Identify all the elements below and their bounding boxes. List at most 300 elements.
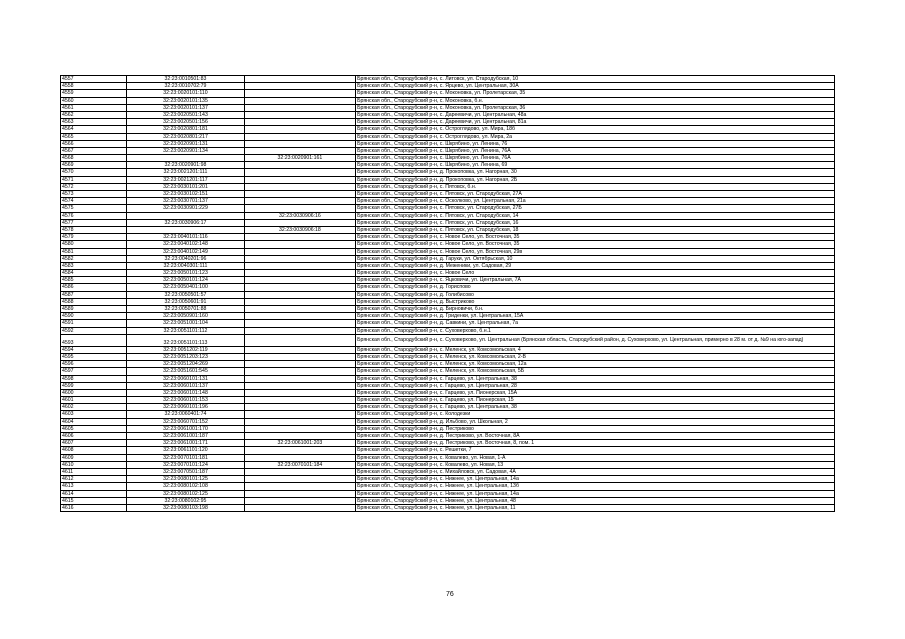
table-row xyxy=(61,454,835,461)
row-number-cell: 4578 xyxy=(61,226,127,233)
row-number-cell: 4564 xyxy=(61,126,127,133)
linked-cadastral-number-cell xyxy=(244,191,355,198)
linked-cadastral-number-cell xyxy=(244,334,355,346)
cadastral-number-cell: 32:23:0051101:113 xyxy=(127,334,244,346)
cadastral-number-cell: 32:23:0040101:116 xyxy=(127,234,244,241)
table-row xyxy=(61,104,835,111)
row-number-cell: 4615 xyxy=(61,497,127,504)
row-number-cell: 4606 xyxy=(61,433,127,440)
address-cell: Брянская обл., Стародубский р-н, с. Нижнее, ул. Центральная, 14а xyxy=(356,476,835,483)
row-number-cell: 4600 xyxy=(61,389,127,396)
row-number-cell: 4560 xyxy=(61,97,127,104)
row-number-cell: 4559 xyxy=(61,90,127,97)
address-cell: Брянская обл., Стародубский р-н, д. Меженики, ул. Садовая, 29 xyxy=(356,262,835,269)
cadastral-number-cell: 32:23:0020801:181 xyxy=(127,126,244,133)
table-row xyxy=(61,440,835,447)
cadastral-number-cell: 32:23:0051001:104 xyxy=(127,320,244,327)
linked-cadastral-number-cell: 32:23:0061001:203 xyxy=(244,440,355,447)
cadastral-number-cell: 32:23:0040301:111 xyxy=(127,262,244,269)
cadastral-number-cell: 32:23:0070101:124 xyxy=(127,461,244,468)
cadastral-number-cell xyxy=(127,155,244,162)
address-cell: Брянская обл., Стародубский р-н, с. Суховерхово, ул. Центральная (Брянская область, Стародубский район, д. Суховерхово, ул. Центральная, примерно в 28 м. от д. №9 на юго-запад) xyxy=(356,334,835,346)
table-row xyxy=(61,433,835,440)
address-cell: Брянская обл., Стародубский р-н, с. Новое Село, ул. Восточная, 35 xyxy=(356,241,835,248)
table-row xyxy=(61,298,835,305)
cadastral-number-cell: 32:23:0051203:123 xyxy=(127,353,244,360)
row-number-cell: 4587 xyxy=(61,291,127,298)
linked-cadastral-number-cell xyxy=(244,327,355,334)
linked-cadastral-number-cell xyxy=(244,418,355,425)
row-number-cell: 4616 xyxy=(61,504,127,511)
linked-cadastral-number-cell: 32:23:0020901:161 xyxy=(244,155,355,162)
cadastral-number-cell: 32:23:0020101:135 xyxy=(127,97,244,104)
cadastral-number-cell: 32:23:0070501:187 xyxy=(127,468,244,475)
row-number-cell: 4611 xyxy=(61,468,127,475)
table-row xyxy=(61,234,835,241)
linked-cadastral-number-cell xyxy=(244,219,355,226)
cadastral-number-cell: 32:23:0040201:96 xyxy=(127,255,244,262)
address-cell: Брянская обл., Стародубский р-н, с. Меленск, ул. Комсомольская, 12а xyxy=(356,361,835,368)
row-number-cell: 4595 xyxy=(61,353,127,360)
linked-cadastral-number-cell xyxy=(244,483,355,490)
linked-cadastral-number-cell xyxy=(244,454,355,461)
address-cell: Брянская обл., Стародубский р-н, д. Гориспово xyxy=(356,284,835,291)
linked-cadastral-number-cell xyxy=(244,133,355,140)
address-cell: Брянская обл., Стародубский р-н, с. Шкрябино, ул. Ленина, 76А xyxy=(356,147,835,154)
row-number-cell: 4609 xyxy=(61,454,127,461)
linked-cadastral-number-cell xyxy=(244,447,355,454)
linked-cadastral-number-cell xyxy=(244,497,355,504)
row-number-cell: 4590 xyxy=(61,313,127,320)
row-number-cell: 4577 xyxy=(61,219,127,226)
cadastral-number-cell: 32:23:0020501:143 xyxy=(127,111,244,118)
table-row xyxy=(61,389,835,396)
cadastral-number-cell: 32:23:0030901:229 xyxy=(127,205,244,212)
row-number-cell: 4614 xyxy=(61,490,127,497)
row-number-cell: 4602 xyxy=(61,404,127,411)
table-row xyxy=(61,291,835,298)
linked-cadastral-number-cell xyxy=(244,291,355,298)
cadastral-number-cell: 32:23:0020901:98 xyxy=(127,162,244,169)
linked-cadastral-number-cell xyxy=(244,476,355,483)
table-row xyxy=(61,468,835,475)
row-number-cell: 4561 xyxy=(61,104,127,111)
row-number-cell: 4593 xyxy=(61,334,127,346)
cadastral-number-cell: 32:23:0020901:134 xyxy=(127,147,244,154)
linked-cadastral-number-cell xyxy=(244,198,355,205)
cadastral-number-cell: 32:23:0061001:187 xyxy=(127,433,244,440)
row-number-cell: 4612 xyxy=(61,476,127,483)
registry-table-body xyxy=(61,76,835,512)
table-row xyxy=(61,191,835,198)
row-number-cell: 4597 xyxy=(61,368,127,375)
row-number-cell: 4583 xyxy=(61,262,127,269)
row-number-cell: 4568 xyxy=(61,155,127,162)
table-row xyxy=(61,313,835,320)
cadastral-number-cell: 32:23:0061001:171 xyxy=(127,440,244,447)
row-number-cell: 4588 xyxy=(61,298,127,305)
linked-cadastral-number-cell xyxy=(244,382,355,389)
cadastral-number-cell xyxy=(127,212,244,219)
cadastral-number-cell: 32:23:0021201:117 xyxy=(127,176,244,183)
row-number-cell: 4565 xyxy=(61,133,127,140)
table-row xyxy=(61,219,835,226)
cadastral-number-cell: 32:23:0080102:108 xyxy=(127,483,244,490)
row-number-cell: 4570 xyxy=(61,169,127,176)
address-cell: Брянская обл., Стародубский р-н, д. Пестриково, ул. Восточная, 8, пом. 1 xyxy=(356,440,835,447)
cadastral-number-cell: 32:23:0061001:170 xyxy=(127,425,244,432)
row-number-cell: 4584 xyxy=(61,270,127,277)
linked-cadastral-number-cell xyxy=(244,389,355,396)
table-row xyxy=(61,176,835,183)
linked-cadastral-number-cell xyxy=(244,169,355,176)
row-number-cell: 4569 xyxy=(61,162,127,169)
table-row xyxy=(61,162,835,169)
cadastral-number-cell: 32:23:0050901:160 xyxy=(127,313,244,320)
linked-cadastral-number-cell xyxy=(244,433,355,440)
page-number: 76 xyxy=(446,591,454,598)
linked-cadastral-number-cell xyxy=(244,104,355,111)
table-row xyxy=(61,212,835,219)
address-cell: Брянская обл., Стародубский р-н, с. Нижнее, ул. Центральная, 13б xyxy=(356,483,835,490)
table-row xyxy=(61,375,835,382)
cadastral-number-cell: 32:23:0050501:57 xyxy=(127,291,244,298)
table-row xyxy=(61,248,835,255)
row-number-cell: 4579 xyxy=(61,234,127,241)
address-cell: Брянская обл., Стародубский р-н, с. Пятовск, ул. Стародубская, 27А xyxy=(356,191,835,198)
table-row xyxy=(61,140,835,147)
cadastral-number-cell: 32:23:0050701:88 xyxy=(127,306,244,313)
linked-cadastral-number-cell xyxy=(244,368,355,375)
row-number-cell: 4562 xyxy=(61,111,127,118)
cadastral-number-cell: 32:23:0030101:201 xyxy=(127,183,244,190)
table-row xyxy=(61,483,835,490)
table-row xyxy=(61,169,835,176)
row-number-cell: 4576 xyxy=(61,212,127,219)
linked-cadastral-number-cell xyxy=(244,234,355,241)
linked-cadastral-number-cell xyxy=(244,97,355,104)
linked-cadastral-number-cell xyxy=(244,270,355,277)
table-row xyxy=(61,320,835,327)
cadastral-number-cell: 32:23:0080103:198 xyxy=(127,504,244,511)
row-number-cell: 4594 xyxy=(61,346,127,353)
row-number-cell: 4598 xyxy=(61,375,127,382)
cadastral-number-cell: 32:23:0060101:131 xyxy=(127,375,244,382)
table-row xyxy=(61,504,835,511)
table-row xyxy=(61,76,835,83)
table-row xyxy=(61,346,835,353)
table-row xyxy=(61,147,835,154)
cadastral-number-cell: 32:23:0050601:91 xyxy=(127,298,244,305)
row-number-cell: 4573 xyxy=(61,191,127,198)
row-number-cell: 4582 xyxy=(61,255,127,262)
linked-cadastral-number-cell xyxy=(244,375,355,382)
cadastral-number-cell: 32:23:0020101:110 xyxy=(127,90,244,97)
cadastral-number-cell: 32:23:0020901:131 xyxy=(127,140,244,147)
table-row xyxy=(61,83,835,90)
linked-cadastral-number-cell xyxy=(244,353,355,360)
table-row xyxy=(61,334,835,346)
table-row xyxy=(61,155,835,162)
address-cell: Брянская обл., Стародубский р-н, д. Гаруки, ул. Октябрьская, 10 xyxy=(356,255,835,262)
table-row xyxy=(61,241,835,248)
table-row xyxy=(61,461,835,468)
address-cell: Брянская обл., Стародубский р-н, с. Меленск, ул. Комсомольская, 4 xyxy=(356,346,835,353)
address-cell: Брянская обл., Стародубский р-н, с. Пятовск, ул. Стародубская, 27Б xyxy=(356,205,835,212)
linked-cadastral-number-cell xyxy=(244,162,355,169)
cadastral-number-cell: 32:23:0020101:137 xyxy=(127,104,244,111)
row-number-cell: 4605 xyxy=(61,425,127,432)
linked-cadastral-number-cell xyxy=(244,468,355,475)
linked-cadastral-number-cell xyxy=(244,119,355,126)
address-cell: Брянская обл., Стародубский р-н, с. Решетки, 7 xyxy=(356,447,835,454)
address-cell: Брянская обл., Стародубский р-н, с. Пятовск, ул. Стародубская, 18 xyxy=(356,226,835,233)
address-cell: Брянская обл., Стародубский р-н, с. Гарцево, ул. Центральная, 38 xyxy=(356,375,835,382)
row-number-cell: 4571 xyxy=(61,176,127,183)
table-row xyxy=(61,306,835,313)
table-row xyxy=(61,97,835,104)
row-number-cell: 4566 xyxy=(61,140,127,147)
table-row xyxy=(61,447,835,454)
address-cell: Брянская обл., Стародубский р-н, с. Гарцево, ул. Пионерская, 15 xyxy=(356,397,835,404)
row-number-cell: 4580 xyxy=(61,241,127,248)
address-cell: Брянская обл., Стародубский р-н, д. Прокоповка, ул. Нагорная, 30 xyxy=(356,169,835,176)
linked-cadastral-number-cell xyxy=(244,504,355,511)
cadastral-number-cell: 32:23:0030906:17 xyxy=(127,219,244,226)
cadastral-number-cell: 32:23:0051601:545 xyxy=(127,368,244,375)
cadastral-number-cell: 32:23:0060101:137 xyxy=(127,382,244,389)
cadastral-number-cell: 32:23:0021201:111 xyxy=(127,169,244,176)
cadastral-number-cell: 32:23:0050101:123 xyxy=(127,270,244,277)
address-cell: Брянская обл., Стародубский р-н, с. Шкрябино, ул. Ленина, 69 xyxy=(356,162,835,169)
address-cell: Брянская обл., Стародубский р-н, с. Остроглядово, ул. Мира, 18б xyxy=(356,126,835,133)
table-row xyxy=(61,255,835,262)
linked-cadastral-number-cell xyxy=(244,320,355,327)
table-row xyxy=(61,368,835,375)
cadastral-number-cell: 32:23:0060401:74 xyxy=(127,411,244,418)
address-cell: Брянская обл., Стародубский р-н, с. Ковалево, ул. Новая, 1-А xyxy=(356,454,835,461)
address-cell: Брянская обл., Стародубский р-н, с. Ярцево, ул. Центральная, 30А xyxy=(356,83,835,90)
table-row xyxy=(61,404,835,411)
row-number-cell: 4586 xyxy=(61,284,127,291)
address-cell: Брянская обл., Стародубский р-н, с. Шкрябино, ул. Ленина, 76А xyxy=(356,155,835,162)
table-row xyxy=(61,262,835,269)
address-cell: Брянская обл., Стародубский р-н, с. Гарцево, ул. Центральная, 28 xyxy=(356,382,835,389)
address-cell: Брянская обл., Стародубский р-н, д. Прокоповка, ул. Нагорная, 2Б xyxy=(356,176,835,183)
table-row xyxy=(61,226,835,233)
address-cell: Брянская обл., Стародубский р-н, с. Гарцево, ул. Пионерская, 15А xyxy=(356,389,835,396)
table-row xyxy=(61,327,835,334)
table-row xyxy=(61,126,835,133)
row-number-cell: 4572 xyxy=(61,183,127,190)
row-number-cell: 4557 xyxy=(61,76,127,83)
cadastral-number-cell: 32:23:0050101:124 xyxy=(127,277,244,284)
linked-cadastral-number-cell xyxy=(244,90,355,97)
address-cell: Брянская обл., Стародубский р-н, с. Новое Село xyxy=(356,270,835,277)
row-number-cell: 4599 xyxy=(61,382,127,389)
cadastral-number-cell: 32:23:0060101:153 xyxy=(127,397,244,404)
row-number-cell: 4591 xyxy=(61,320,127,327)
linked-cadastral-number-cell: 32:23:0030906:16 xyxy=(244,212,355,219)
address-cell: Брянская обл., Стародубский р-н, с. Меленск, ул. Комсомольская, 5Б xyxy=(356,368,835,375)
row-number-cell: 4581 xyxy=(61,248,127,255)
linked-cadastral-number-cell xyxy=(244,298,355,305)
linked-cadastral-number-cell xyxy=(244,83,355,90)
address-cell: Брянская обл., Стародубский р-н, д. Выстриково xyxy=(356,298,835,305)
address-cell: Брянская обл., Стародубский р-н, с. Меленск, ул. Комсомольская, 2-В xyxy=(356,353,835,360)
linked-cadastral-number-cell: 32:23:0030906:18 xyxy=(244,226,355,233)
address-cell: Брянская обл., Стародубский р-н, с. Пятовск, ул. Стародубская, 14 xyxy=(356,212,835,219)
linked-cadastral-number-cell xyxy=(244,126,355,133)
cadastral-number-cell: 32:23:0060101:148 xyxy=(127,389,244,396)
table-row xyxy=(61,418,835,425)
cadastral-number-cell: 32:23:0030102:151 xyxy=(127,191,244,198)
row-number-cell: 4575 xyxy=(61,205,127,212)
registry-table xyxy=(60,75,835,512)
table-row xyxy=(61,205,835,212)
table-row xyxy=(61,284,835,291)
row-number-cell: 4613 xyxy=(61,483,127,490)
address-cell: Брянская обл., Стародубский р-н, с. Шкрябино, ул. Ленина, 76 xyxy=(356,140,835,147)
table-row xyxy=(61,277,835,284)
row-number-cell: 4592 xyxy=(61,327,127,334)
address-cell: Брянская обл., Стародубский р-н, д. Савкини, ул. Центральная, 7а xyxy=(356,320,835,327)
linked-cadastral-number-cell xyxy=(244,176,355,183)
cadastral-number-cell: 32:23:0051202:119 xyxy=(127,346,244,353)
cadastral-number-cell: 32:23:0010702:79 xyxy=(127,83,244,90)
row-number-cell: 4589 xyxy=(61,306,127,313)
address-cell: Брянская обл., Стародубский р-н, с. Осколково, ул. Центральная, 21а xyxy=(356,198,835,205)
table-row xyxy=(61,183,835,190)
row-number-cell: 4585 xyxy=(61,277,127,284)
linked-cadastral-number-cell xyxy=(244,241,355,248)
table-row xyxy=(61,411,835,418)
cadastral-number-cell: 32:23:0020801:217 xyxy=(127,133,244,140)
linked-cadastral-number-cell xyxy=(244,183,355,190)
row-number-cell: 4563 xyxy=(61,119,127,126)
table-row xyxy=(61,353,835,360)
row-number-cell: 4596 xyxy=(61,361,127,368)
linked-cadastral-number-cell xyxy=(244,140,355,147)
table-row xyxy=(61,119,835,126)
address-cell: Брянская обл., Стародубский р-н, с. Новое Село, ул. Восточная, 29в xyxy=(356,248,835,255)
address-cell: Брянская обл., Стародубский р-н, с. Пятовск, б.н. xyxy=(356,183,835,190)
cadastral-number-cell: 32:23:0010501:83 xyxy=(127,76,244,83)
address-cell: Брянская обл., Стародубский р-н, с. Новое Село, ул. Восточная, 35 xyxy=(356,234,835,241)
address-cell: Брянская обл., Стародубский р-н, с. Михайловск, ул. Садовая, 4А xyxy=(356,468,835,475)
address-cell: Брянская обл., Стародубский р-н, с. Остроглядово, ул. Мира, 2а xyxy=(356,133,835,140)
row-number-cell: 4603 xyxy=(61,411,127,418)
cadastral-number-cell: 32:23:0020501:156 xyxy=(127,119,244,126)
linked-cadastral-number-cell xyxy=(244,205,355,212)
cadastral-number-cell: 32:23:0080102:95 xyxy=(127,497,244,504)
row-number-cell: 4574 xyxy=(61,198,127,205)
linked-cadastral-number-cell xyxy=(244,262,355,269)
table-row xyxy=(61,476,835,483)
table-row xyxy=(61,397,835,404)
linked-cadastral-number-cell xyxy=(244,255,355,262)
cadastral-number-cell: 32:23:0040102:148 xyxy=(127,241,244,248)
table-row xyxy=(61,133,835,140)
cadastral-number-cell: 32:23:0051101:112 xyxy=(127,327,244,334)
linked-cadastral-number-cell xyxy=(244,111,355,118)
table-row xyxy=(61,490,835,497)
table-row xyxy=(61,270,835,277)
linked-cadastral-number-cell xyxy=(244,284,355,291)
address-cell: Брянская обл., Стародубский р-н, д. Ильбово, ул. Школьная, 2 xyxy=(356,418,835,425)
row-number-cell: 4607 xyxy=(61,440,127,447)
address-cell: Брянская обл., Стародубский р-н, с. Моконовка, ул. Пролетарская, 35 xyxy=(356,90,835,97)
row-number-cell: 4601 xyxy=(61,397,127,404)
address-cell: Брянская обл., Стародубский р-н, с. Нижнее, ул. Центральная, 11 xyxy=(356,504,835,511)
cadastral-number-cell: 32:23:0080102:125 xyxy=(127,490,244,497)
linked-cadastral-number-cell: 32:23:0070101:184 xyxy=(244,461,355,468)
address-cell: Брянская обл., Стародубский р-н, с. Ковалево, ул. Новая, 13 xyxy=(356,461,835,468)
address-cell: Брянская обл., Стародубский р-н, с. Нижнее, ул. Центральная, 14а xyxy=(356,490,835,497)
address-cell: Брянская обл., Стародубский р-н, с. Суховерхово, б.н.1 xyxy=(356,327,835,334)
row-number-cell: 4567 xyxy=(61,147,127,154)
row-number-cell: 4558 xyxy=(61,83,127,90)
linked-cadastral-number-cell xyxy=(244,397,355,404)
cadastral-number-cell: 32:23:0051204:269 xyxy=(127,361,244,368)
cadastral-number-cell: 32:23:0060701:152 xyxy=(127,418,244,425)
table-row xyxy=(61,90,835,97)
address-cell: Брянская обл., Стародубский р-н, с. Колодезки xyxy=(356,411,835,418)
cadastral-number-cell xyxy=(127,226,244,233)
row-number-cell: 4610 xyxy=(61,461,127,468)
table-row xyxy=(61,111,835,118)
linked-cadastral-number-cell xyxy=(244,346,355,353)
row-number-cell: 4608 xyxy=(61,447,127,454)
row-number-cell: 4604 xyxy=(61,418,127,425)
address-cell: Брянская обл., Стародубский р-н, д. Пестриково, ул. Восточная, 8А xyxy=(356,433,835,440)
cadastral-number-cell: 32:23:0060101:196 xyxy=(127,404,244,411)
linked-cadastral-number-cell xyxy=(244,490,355,497)
address-cell: Брянская обл., Стародубский р-н, с. Яцковичи, ул. Центральная, 7А xyxy=(356,277,835,284)
cadastral-number-cell: 32:23:0080101:125 xyxy=(127,476,244,483)
linked-cadastral-number-cell xyxy=(244,277,355,284)
linked-cadastral-number-cell xyxy=(244,306,355,313)
table-row xyxy=(61,382,835,389)
address-cell: Брянская обл., Стародубский р-н, д. Гриденки, ул. Центральная, 15А xyxy=(356,313,835,320)
address-cell: Брянская обл., Стародубский р-н, с. Дареевичи, ул. Центральная, 81а xyxy=(356,119,835,126)
cadastral-number-cell: 32:23:0030701:137 xyxy=(127,198,244,205)
linked-cadastral-number-cell xyxy=(244,76,355,83)
address-cell: Брянская обл., Стародубский р-н, с. Пятовск, ул. Стародубская, 16 xyxy=(356,219,835,226)
table-row xyxy=(61,425,835,432)
address-cell: Брянская обл., Стародубский р-н, с. Дареевичи, ул. Центральная, 48а xyxy=(356,111,835,118)
address-cell: Брянская обл., Стародубский р-н, с. Гарцево, ул. Центральная, 38 xyxy=(356,404,835,411)
cadastral-number-cell: 32:23:0050401:100 xyxy=(127,284,244,291)
address-cell: Брянская обл., Стародубский р-н, д. Пестриково xyxy=(356,425,835,432)
address-cell: Брянская обл., Стародубский р-н, с. Нижнее, ул. Центральная, 48 xyxy=(356,497,835,504)
address-cell: Брянская обл., Стародубский р-н, д. Бирновичи, б.н. xyxy=(356,306,835,313)
address-cell: Брянская обл., Стародубский р-н, д. Голибисово xyxy=(356,291,835,298)
address-cell: Брянская обл., Стародубский р-н, с. Литовск, ул. Стародубская, 10 xyxy=(356,76,835,83)
table-row xyxy=(61,361,835,368)
address-cell: Брянская обл., Стародубский р-н, с. Моконовка, б.н. xyxy=(356,97,835,104)
cadastral-number-cell: 32:23:0070101:181 xyxy=(127,454,244,461)
linked-cadastral-number-cell xyxy=(244,361,355,368)
linked-cadastral-number-cell xyxy=(244,425,355,432)
linked-cadastral-number-cell xyxy=(244,248,355,255)
table-row xyxy=(61,198,835,205)
linked-cadastral-number-cell xyxy=(244,147,355,154)
linked-cadastral-number-cell xyxy=(244,313,355,320)
cadastral-number-cell: 32:23:0040102:149 xyxy=(127,248,244,255)
linked-cadastral-number-cell xyxy=(244,411,355,418)
address-cell: Брянская обл., Стародубский р-н, с. Моконовка, ул. Пролетарская, 36 xyxy=(356,104,835,111)
